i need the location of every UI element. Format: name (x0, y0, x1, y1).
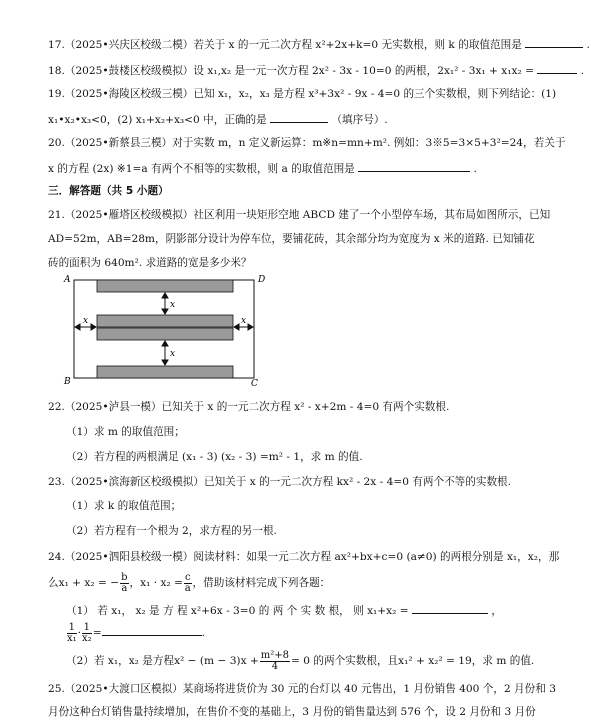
parking-strip-middle-2 (97, 328, 233, 340)
question-23-part-1: （1）求 k 的取值范围； (66, 500, 182, 512)
fraction-c-over-a: $\frac{c}{a}$ (184, 571, 191, 594)
answer-blank-19[interactable] (270, 111, 328, 123)
answer-blank-20[interactable] (358, 160, 470, 172)
question-24-part-2: （2）若 x₁，x₂ 是方程x² − (m − 3)x + $\frac{\text{m²+8}}{4}$ = 0 的两个实数根，且x₁² + x₂² = 19，求 m 的值. (66, 649, 535, 672)
fraction-b-over-a: $\frac{b}{a}$ (121, 571, 128, 594)
question-20-line1 (48, 136, 566, 150)
road-width-label-left: x (83, 316, 89, 326)
section-heading: 三．解答题（共 5 小题） (48, 185, 169, 197)
road-width-label-right: x (241, 316, 247, 326)
question-22-part-1: （1）求 m 的取值范围； (66, 426, 185, 438)
answer-blank-18[interactable] (537, 62, 577, 74)
question-18-text: 18.（2025•鼓楼区校级模拟）设 x₁,x₂ 是一元一次方程 2x² - 3x - 10=0 的两根，2x₁² - 3x₁ + x₁x₂ = (48, 65, 534, 77)
answer-blank-24-1b[interactable] (102, 624, 202, 636)
parking-strip-top (97, 280, 233, 292)
parking-strip-bottom (97, 366, 233, 378)
question-22-part-2: （2）若方程的两根满足 (x₁ - 3) (x₂ - 3) =m² - 1，求 m 的值. (66, 451, 363, 463)
vertex-c-label: C (251, 379, 258, 389)
vertex-a-label: A (64, 275, 71, 285)
question-17-text: 17.（2025•兴庆区校级二模）若关于 x 的一元二次方程 x²+2x+k=0 无实数根，则 k 的取值范围是 (48, 39, 522, 51)
answer-blank-24-1a[interactable] (412, 602, 488, 614)
fraction-m2-plus-8-over-4: $\frac{\text{m²+8}}{4}$ (260, 649, 290, 672)
question-25-line1: 25.（2025•大渡口区模拟）某商场将进货价为 30 元的台灯以 40 元售出，1 月份销售 400 个，2 月份和 3 (48, 683, 556, 695)
question-17: 17.（2025•兴庆区校级二模）若关于 x 的一元二次方程 x²+2x+k=0 无实数根，则 k 的取值范围是 . (48, 36, 563, 52)
question-21-line2: AD=52m，AB=28m，阴影部分设计为停车位，要铺花砖，其余部分均为宽度为 x 米的道路. 已知铺花 (48, 233, 535, 245)
parking-strip-middle-1 (97, 315, 233, 327)
question-23: 23.（2025•滨海新区校级模拟）已知关于 x 的一元二次方程 kx² - 2x - 4=0 有两个不等的实数根. (48, 476, 512, 488)
answer-blank-17[interactable] (525, 36, 583, 48)
vertex-d-label: D (258, 275, 266, 285)
vertex-b-label: B (64, 377, 71, 387)
question-24-part-1: （1） 若 x₁， x₂ 是 方 程 x²+6x - 3=0 的 两 个 实 数 根， 则 x₁+x₂ = ， (66, 602, 563, 618)
question-18: 18.（2025•鼓楼区校级模拟）设 x₁,x₂ 是一元一次方程 2x² - 3x - 10=0 的两根，2x₁² - 3x₁ + x₁x₂ = . (48, 62, 563, 78)
question-19-line1 (48, 87, 563, 101)
question-23-part-2: （2）若方程有一个根为 2，求方程的另一根. (66, 525, 277, 537)
question-24-line2: 么x₁ + x₂ = − $\frac{b}{a}$ ，x₁ · x₂ = $\frac{c}{a}$ ，借助该材料完成下列各题： (48, 571, 331, 594)
fraction-1-over-x1: $\frac{1}{\text{x₁}}$ (67, 621, 77, 644)
question-24-line1: 24.（2025•泗阳县校级一模）阅读材料：如果一元二次方程 ax²+bx+c=0 (a≠0) 的两根分别是 x₁，x₂，那 (48, 551, 560, 563)
question-22: 22.（2025•泸县一模）已知关于 x 的一元二次方程 x² - x+2m - 4=0 有两个实数根. (48, 401, 450, 413)
road-width-label-bottom: x (170, 349, 176, 359)
fraction-1-over-x2: $\frac{1}{\text{x₂}}$ (82, 621, 92, 644)
question-19-text: 19.（2025•海陵区校级三模）已知 x₁，x₂，x₃ 是方程 x³+3x² - 9x - 4=0 的三个实数根，则下列结论：(1) (48, 88, 557, 100)
question-20-text: 20.（2025•新蔡县三模）对于实数 m，n 定义新运算：m※n=mn+m². 例如：3※5=3×5+3²=24，若关于 (48, 137, 566, 149)
parking-lot-figure (60, 270, 280, 392)
question-25-line2: 月份这种台灯销售量持续增加，在售价不变的基础上，3 月份的销售量达到 576 个，设 2 月份和 3 月份 (48, 706, 536, 718)
question-19-line2: x₁•x₂•x₃<0，(2) x₁+x₂+x₃<0 中，正确的是 （填序号）. (48, 111, 563, 127)
question-20-line2: x 的方程 (2x) ※1=a 有两个不相等的实数根，则 a 的取值范围是 . (48, 160, 563, 176)
question-21-line1: 21.（2025•雁塔区校级模拟）社区利用一块矩形空地 ABCD 建了一个小型停车场，其布局如图所示，已知 (48, 209, 551, 221)
question-21-line3: 砖的面积为 640m². 求道路的宽是多少米？ (48, 257, 252, 269)
question-24-part-1b: $\frac{1}{\text{x₁}}$ · $\frac{1}{\text{x₂}}$ = . (67, 621, 205, 644)
road-width-label-top: x (170, 300, 176, 310)
